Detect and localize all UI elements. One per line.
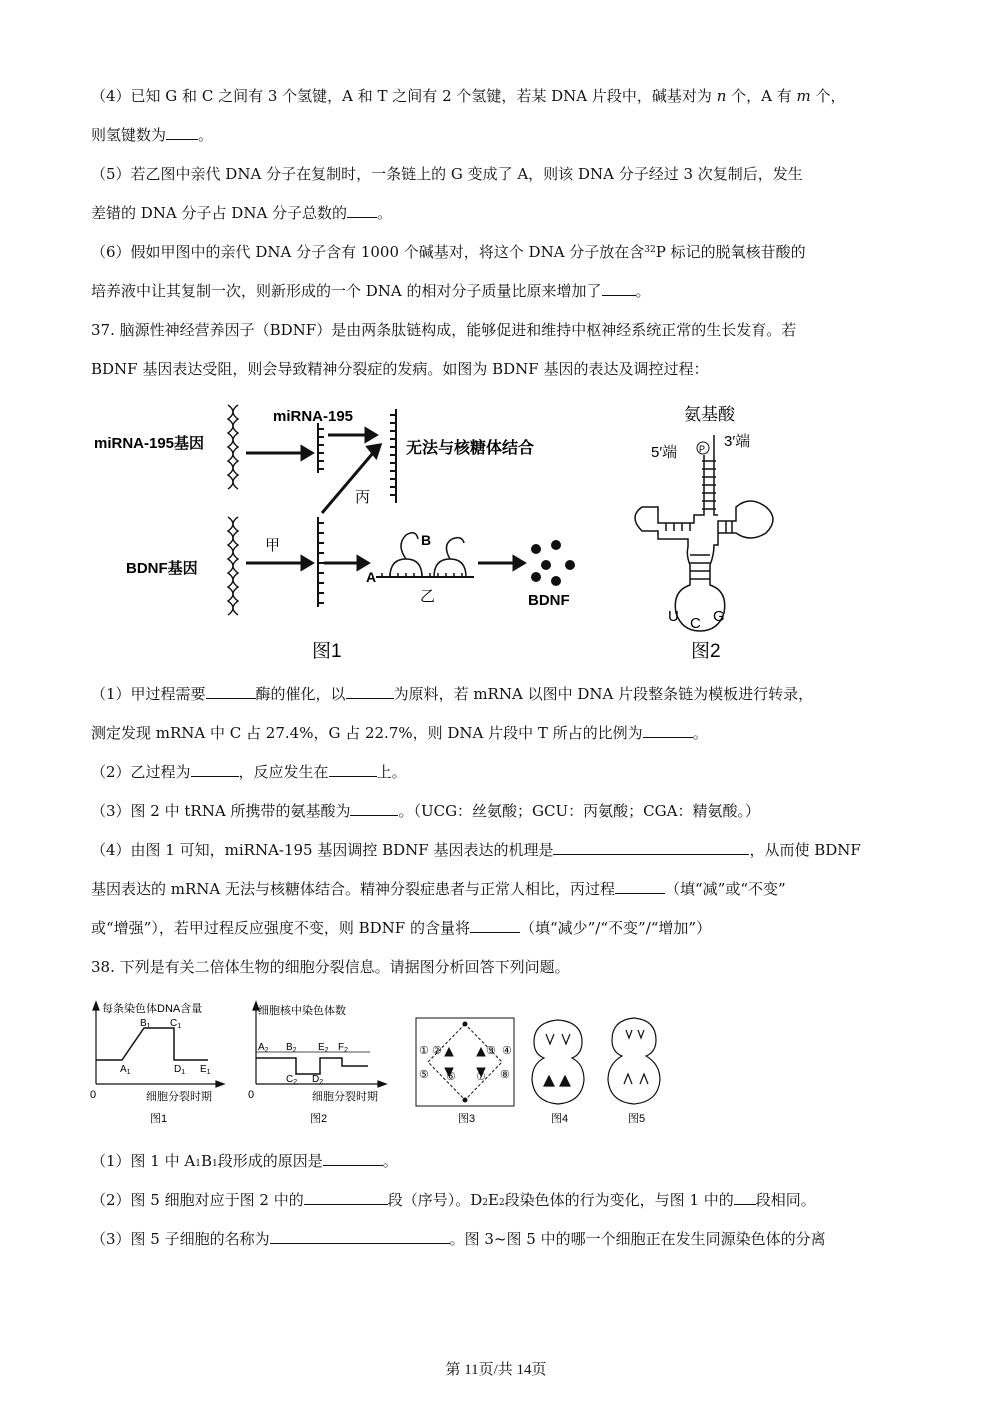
q38-1-text3: 段形成的原因是 bbox=[217, 1152, 323, 1170]
answer-blank[interactable] bbox=[304, 1190, 388, 1205]
mirna195-gene-dna-icon bbox=[228, 405, 238, 489]
q36-part6-line1 bbox=[91, 233, 906, 272]
fig1-point-b1: $B_1$ bbox=[140, 1018, 151, 1030]
fig2-origin: 0 bbox=[248, 1089, 255, 1101]
answer-blank[interactable] bbox=[470, 918, 520, 933]
q38-intro-text: 38. 下列是有关二倍体生物的细胞分裂信息。请据图分析回答下列问题。 bbox=[91, 958, 570, 976]
trna-cloverleaf-icon bbox=[635, 435, 773, 631]
mirna-gene-label: miRNA-195基因 bbox=[94, 435, 205, 452]
q37-q1-line2 bbox=[91, 714, 906, 753]
bdnf-gene-dna-icon bbox=[228, 517, 238, 615]
superscript: 32 bbox=[644, 245, 656, 255]
q36-part6-line2 bbox=[91, 272, 906, 311]
fig5-caption: 图5 bbox=[628, 1113, 646, 1125]
q37-4-text4: （填“减”或“不变” bbox=[665, 880, 786, 898]
fig1-point-e1: $E_1$ bbox=[200, 1064, 211, 1076]
fig1-point-c1: $C_1$ bbox=[170, 1018, 182, 1030]
cannot-bind-label: 无法与核糖体结合 bbox=[406, 440, 535, 457]
bdnf-protein-dots-icon bbox=[531, 540, 575, 586]
q36-5-text: （5）若乙图中亲代 DNA 分子在复制时，一条链上的 G 变成了 A，则该 DNA 分子经过 3 次复制后，发生 bbox=[91, 165, 803, 183]
q37-4-text: （4）由图 1 可知，miRNA-195 基因调控 BDNF 基因表达的机理是 bbox=[91, 841, 554, 859]
q36-4-text2: 个，A 有 bbox=[731, 87, 792, 105]
var-n: n bbox=[716, 87, 727, 105]
fig2-ylabel: 细胞核中染色体数 bbox=[258, 1005, 346, 1017]
q38-2-text3: E bbox=[487, 1191, 499, 1209]
answer-blank[interactable] bbox=[329, 762, 377, 777]
fig2-point-b2: $B_2$ bbox=[286, 1042, 297, 1054]
q37-q3 bbox=[91, 792, 906, 831]
q38-3-text2: 。图 3~图 5 中的哪一个细胞正在发生同源染色体的分离 bbox=[449, 1230, 826, 1248]
answer-blank[interactable] bbox=[643, 723, 693, 738]
fig2-point-e2: $E_2$ bbox=[318, 1042, 329, 1054]
q38-figures bbox=[88, 998, 668, 1130]
label-a: A bbox=[366, 569, 377, 585]
q36-6-text2: P 标记的脱氧核苷酸的 bbox=[655, 243, 806, 261]
answer-blank[interactable] bbox=[347, 203, 377, 218]
fig1-caption: 图1 bbox=[312, 641, 342, 662]
q37-4-text6: （填“减少”/“不变”/“增加”） bbox=[519, 919, 712, 937]
q37-q4-line2 bbox=[91, 870, 906, 909]
q37-4-text2: ，从而使 BDNF bbox=[749, 841, 861, 859]
fig1-point-a1: $A_1$ bbox=[120, 1064, 131, 1076]
q36-4-text4: 则氢键数为 bbox=[91, 126, 167, 144]
answer-blank[interactable] bbox=[553, 840, 749, 855]
fig2-caption: 图2 bbox=[310, 1113, 328, 1125]
q37-4-text3: 基因表达的 mRNA 无法与核糖体结合。精神分裂症患者与正常人相比，丙过程 bbox=[91, 880, 616, 898]
answer-blank[interactable] bbox=[191, 762, 239, 777]
subscript: 2 bbox=[498, 1198, 505, 1208]
q38-intro bbox=[91, 948, 906, 987]
q38-1-text: （1）图 1 中 A bbox=[91, 1152, 196, 1170]
fig5-cell-icon bbox=[608, 1018, 660, 1104]
q38-1-end: 。 bbox=[382, 1152, 398, 1170]
answer-blank[interactable] bbox=[602, 281, 636, 296]
fig3-num5: ⑤ bbox=[419, 1069, 429, 1081]
q36-part4-line1 bbox=[91, 77, 906, 116]
q38-2-end: 段相同。 bbox=[755, 1191, 816, 1209]
q36-4-text: （4）已知 G 和 C 之间有 3 个氢键，A 和 T 之间有 2 个氢键，若某 DNA 片段中，碱基对为 bbox=[91, 87, 712, 105]
q36-6-text: （6）假如甲图中的亲代 DNA 分子含有 1000 个碱基对，将这个 DNA 分子放在含 bbox=[91, 243, 645, 261]
fig2-caption: 图2 bbox=[691, 641, 721, 662]
q37-q1-line1 bbox=[91, 675, 906, 714]
yi-label: 乙 bbox=[420, 588, 436, 605]
mrna-strand-icon bbox=[318, 517, 324, 607]
fig1-ylabel: 每条染色体DNA含量 bbox=[102, 1003, 203, 1015]
q38-1-text2: B bbox=[200, 1152, 212, 1170]
q37-figure bbox=[90, 395, 810, 667]
q38-q1 bbox=[91, 1142, 906, 1181]
fig1-point-d1: $D_1$ bbox=[174, 1064, 186, 1076]
fig1-origin: 0 bbox=[90, 1089, 97, 1101]
anticodon-c: C bbox=[690, 615, 701, 632]
fig2-xlabel: 细胞分裂时期 bbox=[312, 1091, 378, 1103]
q36-4-text3: 个， bbox=[815, 87, 846, 105]
fig1-xlabel: 细胞分裂时期 bbox=[146, 1091, 212, 1103]
q36-part4-line2 bbox=[91, 116, 906, 155]
q38-2-text: （2）图 5 细胞对应于图 2 中的 bbox=[91, 1191, 304, 1209]
answer-blank[interactable] bbox=[323, 1151, 383, 1166]
fig1-caption: 图1 bbox=[150, 1113, 168, 1125]
q36-5-end: 。 bbox=[377, 204, 393, 222]
fig3-caption: 图3 bbox=[458, 1113, 476, 1125]
fig3-cell-icon bbox=[416, 1018, 514, 1106]
q38-3-text: （3）图 5 子细胞的名称为 bbox=[91, 1230, 270, 1248]
q36-part5-line2 bbox=[91, 194, 906, 233]
var-m: m bbox=[796, 87, 811, 105]
q37-1-end: 。 bbox=[692, 724, 708, 742]
end3-label: 3′端 bbox=[724, 433, 751, 450]
q36-6-text3: 培养液中让其复制一次，则新形成的一个 DNA 的相对分子质量比原来增加了 bbox=[91, 282, 602, 300]
q37-intro-line1 bbox=[91, 311, 906, 350]
q37-2-text2: ，反应发生在 bbox=[238, 763, 329, 781]
q37-3-text2: 。（UCG：丝氨酸；GCU：丙氨酸；CGA：精氨酸。） bbox=[398, 802, 760, 820]
q37-intro-line2 bbox=[91, 350, 906, 389]
amino-acid-label: 氨基酸 bbox=[684, 405, 735, 424]
q38-2-text2: 段（序号）。D bbox=[387, 1191, 483, 1209]
fig3-num8: ⑧ bbox=[500, 1069, 510, 1081]
fig3-num3: ③ bbox=[486, 1045, 496, 1057]
q37-q2 bbox=[91, 753, 906, 792]
answer-blank[interactable] bbox=[206, 684, 256, 699]
q37-intro2: BDNF 基因表达受阻，则会导致精神分裂症的发病。如图为 BDNF 基因的表达及调控过程： bbox=[91, 360, 709, 378]
fig2-point-a2: $A_2$ bbox=[258, 1042, 269, 1054]
label-b: B bbox=[421, 532, 432, 548]
q37-1-text: （1）甲过程需要 bbox=[91, 685, 206, 703]
bdnf-label: BDNF bbox=[528, 592, 570, 609]
answer-blank[interactable] bbox=[615, 879, 665, 894]
fig3-num4: ④ bbox=[502, 1045, 512, 1057]
q38-q2 bbox=[91, 1181, 906, 1220]
q36-5-text2: 差错的 DNA 分子占 DNA 分子总数的 bbox=[91, 204, 348, 222]
page-footer: 第 11页/共 14页 bbox=[445, 1362, 547, 1378]
q38-q3 bbox=[91, 1220, 906, 1259]
fig4-caption: 图4 bbox=[551, 1113, 569, 1125]
subscript: 2 bbox=[482, 1198, 488, 1208]
fig2-point-c2: $C_2$ bbox=[286, 1074, 298, 1086]
q38-2-text4: 段染色体的行为变化，与图 1 中的 bbox=[504, 1191, 734, 1209]
end5-label: 5′端 bbox=[651, 444, 678, 461]
fig3-num1: ① bbox=[419, 1045, 429, 1057]
q36-part5-line1 bbox=[91, 155, 906, 194]
q37-1-text3: 为原料，若 mRNA 以图中 DNA 片段整条链为模板进行转录， bbox=[393, 685, 814, 703]
q36-4-end: 。 bbox=[198, 126, 214, 144]
q36-6-end: 。 bbox=[635, 282, 651, 300]
fig3-num7: ⑦ bbox=[476, 1071, 486, 1083]
q37-1-text4: 测定发现 mRNA 中 C 占 27.4%，G 占 22.7%，则 DNA 片段中 T 所占的比例为 bbox=[91, 724, 643, 742]
mrna-mirna-duplex-icon bbox=[390, 409, 396, 503]
answer-blank[interactable] bbox=[346, 684, 394, 699]
answer-blank[interactable] bbox=[270, 1229, 450, 1244]
q37-2-text: （2）乙过程为 bbox=[91, 763, 191, 781]
answer-blank[interactable] bbox=[734, 1190, 756, 1205]
q37-q4-line1 bbox=[91, 831, 906, 870]
q37-2-end: 上。 bbox=[376, 763, 407, 781]
fig4-cell-icon bbox=[532, 1020, 584, 1104]
anticodon-u: U bbox=[668, 608, 679, 625]
subscript: 1 bbox=[195, 1159, 201, 1169]
fig2-point-f2: $F_2$ bbox=[338, 1042, 349, 1054]
answer-blank[interactable] bbox=[166, 125, 198, 140]
jia-label: 甲 bbox=[265, 537, 281, 554]
q37-intro: 37. 脑源性神经营养因子（BDNF）是由两条肽链构成，能够促进和维持中枢神经系统正常的生长发育。若 bbox=[91, 321, 797, 339]
mirna195-label: miRNA-195 bbox=[273, 408, 354, 425]
q37-1-text2: 酶的催化，以 bbox=[255, 685, 346, 703]
fig2-point-d2: $D_2$ bbox=[312, 1074, 324, 1086]
anticodon-g: G bbox=[713, 608, 725, 625]
q37-3-text: （3）图 2 中 tRNA 所携带的氨基酸为 bbox=[91, 802, 351, 820]
q37-q4-line3 bbox=[91, 909, 906, 948]
subscript: 1 bbox=[212, 1159, 218, 1169]
fig3-num2: ② bbox=[432, 1045, 442, 1057]
mirna-strand-icon bbox=[318, 423, 324, 473]
q37-4-text5: 或“增强”），若甲过程反应强度不变，则 BDNF 的含量将 bbox=[91, 919, 470, 937]
bdnf-gene-label: BDNF基因 bbox=[126, 560, 198, 577]
fig3-num6: ⑥ bbox=[446, 1071, 456, 1083]
phosphate-label: P bbox=[699, 444, 706, 454]
answer-blank[interactable] bbox=[350, 801, 398, 816]
bing-label: 丙 bbox=[355, 489, 371, 506]
